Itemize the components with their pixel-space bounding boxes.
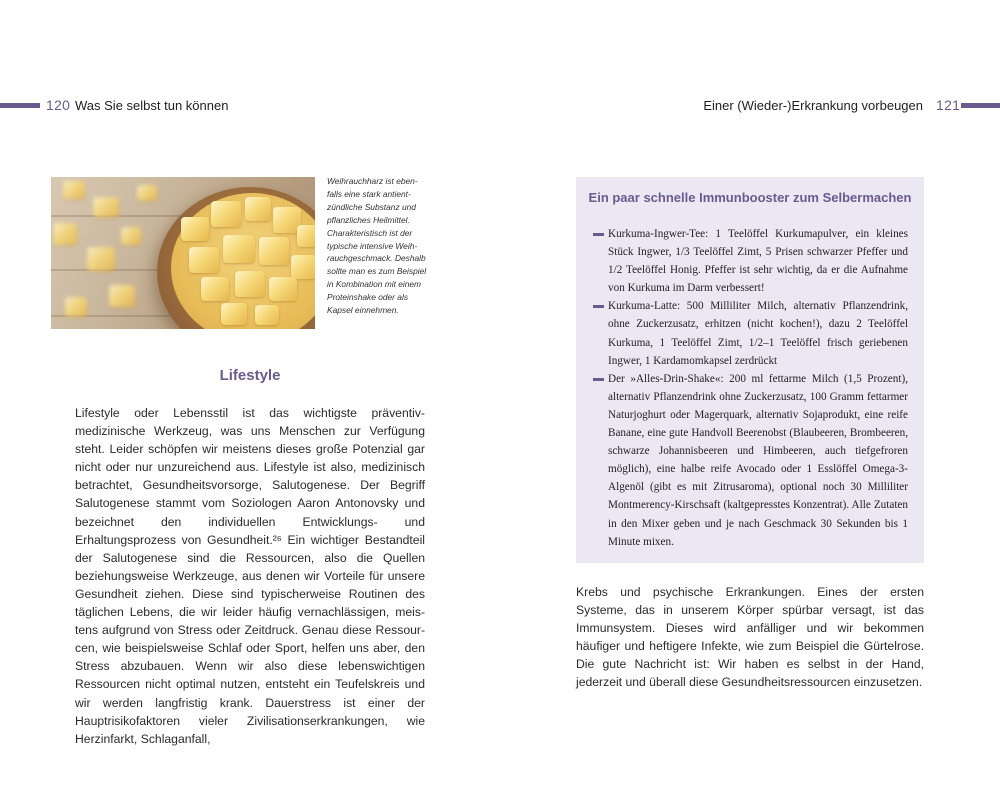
- recipe-item-alles-drin-shake: [608, 370, 908, 551]
- resin-nugget: [211, 201, 241, 227]
- resin-nugget: [63, 181, 85, 199]
- right-header-rule: [961, 103, 1000, 108]
- right-body-paragraph: Krebs und psychische Erkrankungen. Eines der ersten Systeme, das in unserem Körper spürbar versagt, ist das Immunsystem. Dieses wird anfälliger und wir bekommen häufiger und heftigere Infekte, wie zum Beispiel die Gürtelrose. Die gute Nachricht ist: Wir haben es selbst in der Hand, jederzeit und überall diese Gesundheitsressourcen einzusetzen.: [576, 585, 924, 690]
- left-body-paragraph: Lifestyle oder Lebensstil ist das wichtigste präventiv-medizinische Werkzeug, was uns Menschen zur Verfügung steht. Leider schöpfen wir meistens dieses große Potenzial gar nicht oder nur unzureichend aus. Lifestyle ist also, medizinisch betrachtet, Gesundheitsvorsorge, Salutogenese. Der Begriff Salutogenese stammt vom Soziologen Aaron Antonovsky und bezeichnet den individuellen Entwicklungs- und Erhaltungsprozess von Gesundheit.²⁶ Ein wichtiger Bestandteil der Salutogenese sind die Ressourcen, also die Quellen beziehungsweise Werkzeuge, aus denen wir Vorteile für unsere Gesundheit ziehen. Diese sind typischerweise Routinen des täglichen Lebens, die wir leider häufig vernachlässigen, meistens aufgrund von Stress oder Zeitdruck. Genau diese Ressourcen, wie beispielsweise Schlaf oder Sport, helfen uns aber, den Stress abzubauen. Wenn wir also diese lebenswichtigen Ressourcen nicht optimal nutzen, entsteht ein Teufelskreis und wir werden langfristig krank. Dauerstress ist einer der Hauptrisikofaktoren vieler Zivilisationserkrankungen, wie Herzinfarkt, Schlaganfall,: [75, 406, 425, 746]
- resin-nugget: [291, 255, 315, 279]
- resin-nugget: [137, 185, 157, 201]
- resin-nugget: [87, 247, 115, 271]
- recipe-list: [608, 225, 908, 551]
- resin-nugget: [235, 271, 265, 297]
- resin-nugget: [121, 227, 141, 245]
- left-page-number: 120: [46, 97, 71, 113]
- resin-nugget: [109, 285, 135, 307]
- infobox-title: Ein paar schnelle Immunbooster zum Selbermachen: [588, 190, 912, 205]
- right-page-number: 121: [936, 97, 961, 113]
- resin-nugget: [245, 197, 271, 221]
- left-running-title: Was Sie selbst tun können: [75, 98, 229, 113]
- recipe-item-kurkuma-ingwer-tee: [608, 225, 908, 297]
- recipe-text: Kurkuma-Latte: 500 Milliliter Milch, alternativ Pflanzendrink, ohne Zuckerzusatz, erhitzen (nicht kochen!), dazu 2 Teelöffel Kurkuma, 1 Teelöffel Zimt, 1/2–1 Teelöffel frisch geriebenen Ingwer, 1 Kardamomkapsel zerdrückt: [608, 300, 908, 367]
- right-body-text: [576, 583, 924, 692]
- recipe-text: Kurkuma-Ingwer-Tee: 1 Teelöffel Kurkumapulver, ein kleines Stück Ingwer, 1/3 Teelöffel Zimt, 5 Prisen schwarzer Pfeffer und 1/2 Teelöffel Honig. Pfeffer ist sehr wichtig, da er die Aufnahme von Kurkuma im Darm verbessert!: [608, 228, 908, 295]
- resin-nugget: [53, 223, 77, 245]
- dash-bullet-icon: [593, 378, 604, 381]
- resin-nugget: [259, 237, 289, 265]
- resin-nugget: [93, 197, 119, 217]
- resin-nugget: [65, 297, 87, 317]
- recipe-item-kurkuma-latte: [608, 297, 908, 369]
- resin-nugget: [189, 247, 219, 273]
- resin-nugget: [223, 235, 255, 263]
- resin-nugget: [221, 303, 247, 325]
- dash-bullet-icon: [593, 233, 604, 236]
- recipe-text: Der »Alles-Drin-Shake«: 200 ml fettarme Milch (1,5 Prozent), alternativ Pflanzendrink ohne Zuckerzusatz, 100 Gramm fettarmer Naturjoghurt oder Magerquark, alternativ Sojaprodukt, eine reife Banane, eine gute Handvoll Beerenobst (Blaubeeren, Brombeeren, schwarze Johannisbeeren und Himbeeren, auch tiefgefroren möglich), eine halbe reife Avocado oder 1 Esslöffel Omega-3-Algenöl (gibt es mit Zitrusaroma), optional noch 30 Milliliter Montmerency-Kirschsaft (kaltgepresstes Konzentrat). Alle Zutaten in den Mixer geben und je nach Geschmack 30 Sekunden bis 1 Minute mixen.: [608, 372, 908, 548]
- photo-caption: Weihrauchharz ist ebenfalls eine stark antientzündliche Substanz und pflanzliches Heilmittel. Charakteristisch ist der typische intensive Weihrauchgeschmack. Deshalb sollte man es zum Beispiel in Kombination mit einem Proteinshake oder als Kapsel einnehmen.: [327, 176, 427, 316]
- resin-nugget: [297, 225, 315, 247]
- left-header-rule: [0, 103, 40, 108]
- resin-nugget: [269, 277, 297, 301]
- immunbooster-infobox: [576, 177, 924, 563]
- section-heading-lifestyle: Lifestyle: [219, 367, 281, 384]
- resin-nugget: [181, 217, 209, 241]
- frankincense-resin-photo: [51, 177, 315, 329]
- left-body-text: [75, 404, 425, 748]
- right-running-title: Einer (Wieder-)Erkrankung vorbeugen: [703, 98, 923, 113]
- resin-nugget: [255, 305, 279, 325]
- resin-nugget: [201, 277, 229, 301]
- dash-bullet-icon: [593, 305, 604, 308]
